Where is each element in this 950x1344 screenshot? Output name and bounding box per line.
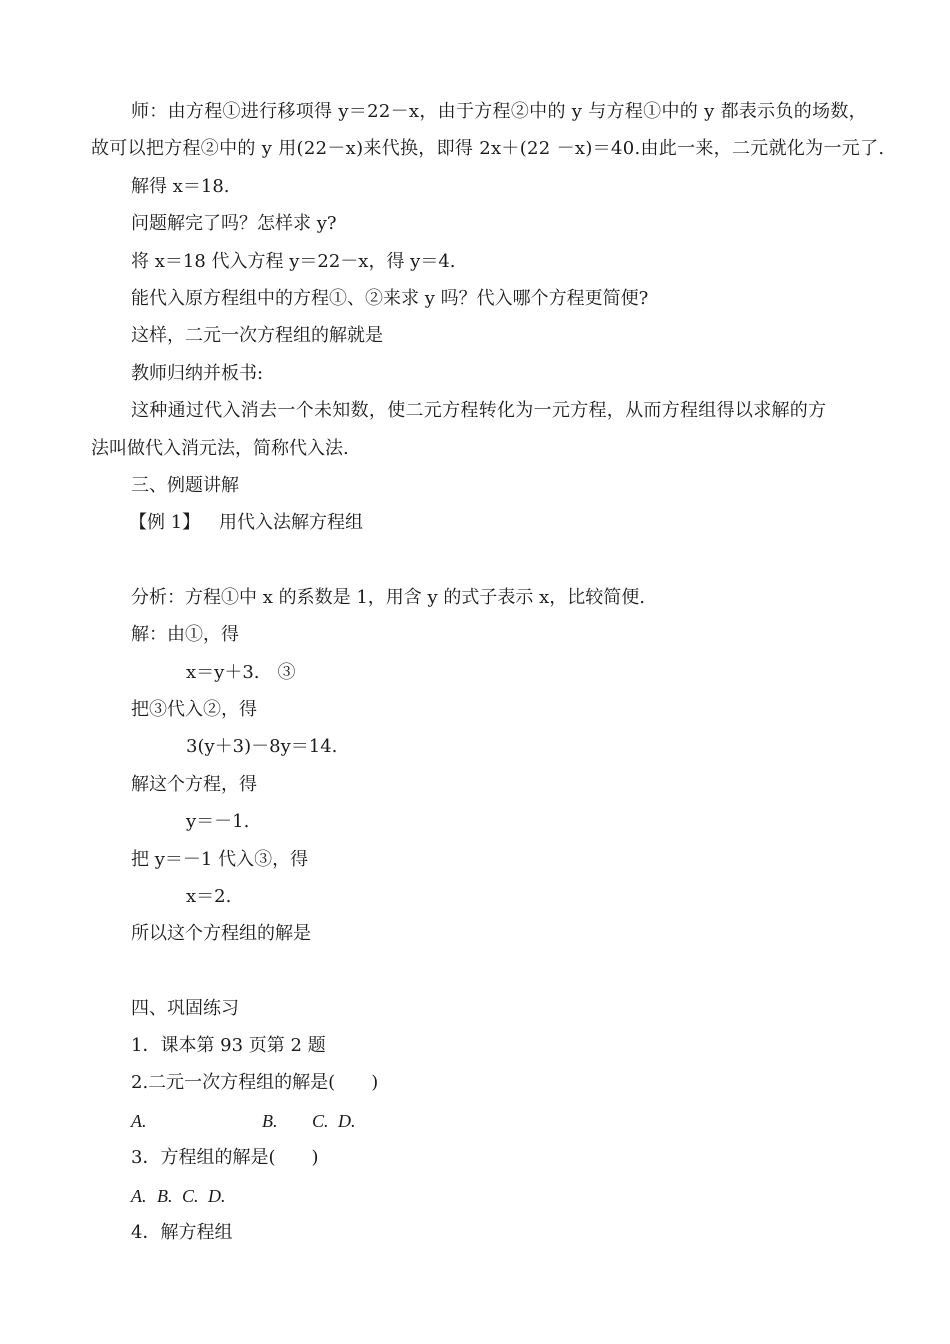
substitute-x-text: 将 x＝18 代入方程 y＝22－x，得 y＝4. — [131, 251, 456, 272]
example1-step3: 解这个方程，得 — [131, 774, 257, 795]
exercise-q1: 1．课本第 93 页第 2 题 — [131, 1035, 326, 1056]
example1-conclusion: 所以这个方程组的解是 — [131, 923, 311, 944]
exercise-q2-option-d: D. — [338, 1111, 356, 1131]
exercise-q3: 3．方程组的解是( ) — [131, 1147, 319, 1168]
teacher-explain-line1: 师：由方程①进行移项得 y＝22－x，由于方程②中的 y 与方程①中的 y 都表示负的场数， — [131, 101, 867, 122]
exercise-q3-option-a: A. — [131, 1186, 147, 1206]
exercise-q3-option-d: D. — [208, 1186, 226, 1206]
example1-eq3: x＝y＋3. ③ — [186, 662, 296, 683]
definition-line1: 这种通过代入消去一个未知数，使二元方程转化为一元方程，从而方程组得以求解的方 — [131, 400, 827, 421]
exercise-q2-option-c: C. — [312, 1111, 329, 1131]
exercise-q2-option-a: A. — [131, 1111, 147, 1131]
definition-line2: 法叫做代入消元法，简称代入法. — [91, 438, 349, 459]
example1-step4: 把 y＝－1 代入③，得 — [131, 849, 309, 870]
example1-eq-sub: 3(y＋3)－8y＝14. — [186, 736, 338, 757]
question-done-text: 问题解完了吗？怎样求 y? — [131, 213, 337, 234]
example1-step2: 把③代入②，得 — [131, 699, 257, 720]
teacher-explain-line2: 故可以把方程②中的 y 用(22－x)来代换，即得 2x＋(22 －x)＝40.由此一来，二元就化为一元了. — [91, 138, 885, 159]
example1-eq-y: y＝－1. — [186, 811, 250, 832]
exercise-q4: 4．解方程组 — [131, 1222, 233, 1243]
exercise-q2-option-b: B. — [262, 1111, 278, 1131]
exercise-q3-option-c: C. — [182, 1186, 199, 1206]
section3-title: 三、例题讲解 — [131, 475, 239, 496]
example1-text: 用代入法解方程组 — [219, 512, 363, 533]
question-which-text: 能代入原方程组中的方程①、②来求 y 吗？代入哪个方程更简便? — [131, 288, 649, 309]
example1-label: 【例 1】 — [129, 512, 201, 533]
exercise-q3-option-b: B. — [157, 1186, 173, 1206]
example1-analysis: 分析：方程①中 x 的系数是 1，用含 y 的式子表示 x，比较简便. — [131, 587, 645, 608]
section4-title: 四、巩固练习 — [131, 998, 239, 1019]
teacher-summary-text: 教师归纳并板书: — [131, 363, 264, 384]
example1-step1: 解：由①，得 — [131, 624, 239, 645]
solution-is-text: 这样，二元一次方程组的解就是 — [131, 325, 383, 346]
exercise-q2: 2.二元一次方程组的解是( ) — [131, 1072, 379, 1093]
solve-x-text: 解得 x＝18. — [131, 176, 230, 197]
example1-eq-x: x＝2. — [186, 886, 232, 907]
